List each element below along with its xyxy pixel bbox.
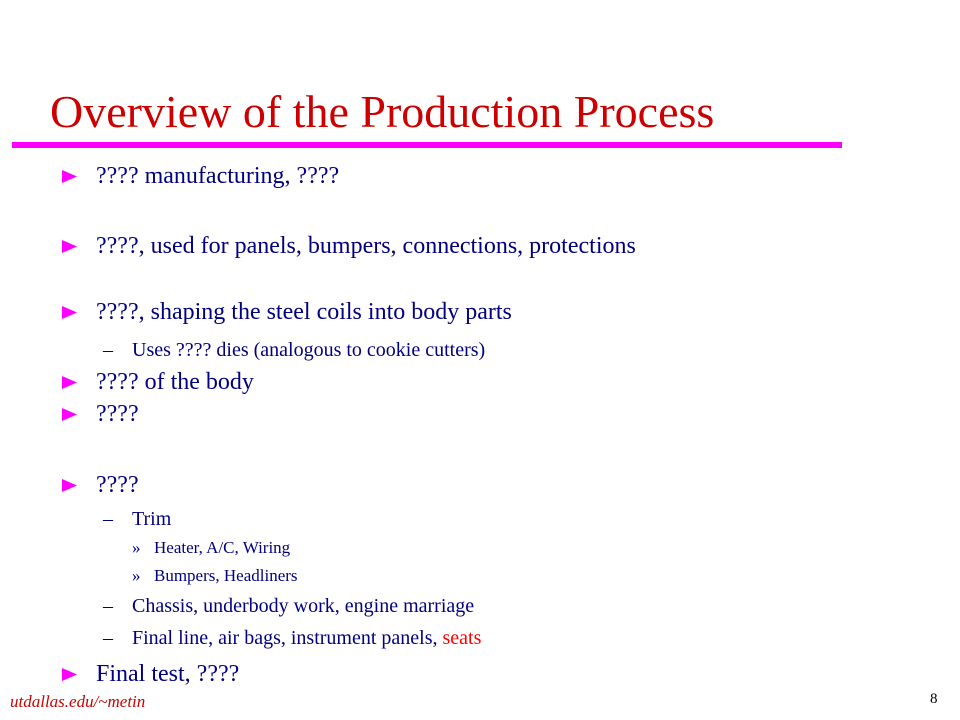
sub-sub-item bbox=[132, 566, 298, 586]
bullet-text: ???? bbox=[96, 472, 139, 498]
sub-sub-item-text: Heater, A/C, Wiring bbox=[154, 538, 291, 557]
bullet-text: ????, used for panels, bumpers, connections, protections bbox=[96, 233, 636, 259]
sub-item bbox=[103, 338, 486, 362]
sub-item-text: Final line, air bags, instrument panels, bbox=[132, 627, 443, 649]
page-number: 8 bbox=[930, 691, 938, 707]
sub-item bbox=[103, 507, 172, 531]
sub-item-text: Uses ???? dies (analogous to cookie cutters) bbox=[132, 339, 486, 361]
bullet-item bbox=[96, 162, 339, 190]
bullet-text: Final test, ???? bbox=[96, 661, 240, 687]
raquo-marker: » bbox=[132, 538, 141, 557]
highlighted-text: seats bbox=[442, 627, 482, 649]
bullet-text: ???? of the body bbox=[96, 369, 254, 395]
diamond-bullet-icon bbox=[62, 668, 77, 681]
diamond-bullet-icon bbox=[62, 240, 77, 253]
sub-item bbox=[103, 594, 475, 618]
bullet-text: ????, shaping the steel coils into body parts bbox=[96, 299, 512, 325]
sub-sub-item-text: Bumpers, Headliners bbox=[154, 566, 298, 585]
bullet-item bbox=[96, 232, 636, 260]
dash-marker: – bbox=[103, 595, 113, 617]
sub-item-text: Chassis, underbody work, engine marriage bbox=[132, 595, 475, 617]
bullet-item bbox=[96, 298, 512, 326]
diamond-bullet-icon bbox=[62, 376, 77, 389]
sub-item-text: Trim bbox=[132, 508, 172, 530]
diamond-bullet-icon bbox=[62, 408, 77, 421]
dash-marker: – bbox=[103, 339, 113, 361]
bullet-text: ???? manufacturing, ???? bbox=[96, 163, 340, 189]
bullet-item bbox=[96, 400, 139, 428]
bullet-text: ???? bbox=[96, 401, 139, 427]
dash-marker: – bbox=[103, 627, 113, 649]
raquo-marker: » bbox=[132, 566, 141, 585]
bullet-item bbox=[96, 368, 254, 396]
sub-item bbox=[103, 626, 482, 650]
diamond-bullet-icon bbox=[62, 306, 77, 319]
bullet-item bbox=[96, 471, 139, 499]
diamond-bullet-icon bbox=[62, 170, 77, 183]
slide-title: Overview of the Production Process bbox=[50, 86, 715, 137]
dash-marker: – bbox=[103, 508, 113, 530]
bullet-item bbox=[96, 660, 239, 688]
footer-url: utdallas.edu/~metin bbox=[10, 692, 146, 711]
diamond-bullet-icon bbox=[62, 479, 77, 492]
title-underline bbox=[12, 142, 842, 148]
sub-sub-item bbox=[132, 538, 291, 558]
